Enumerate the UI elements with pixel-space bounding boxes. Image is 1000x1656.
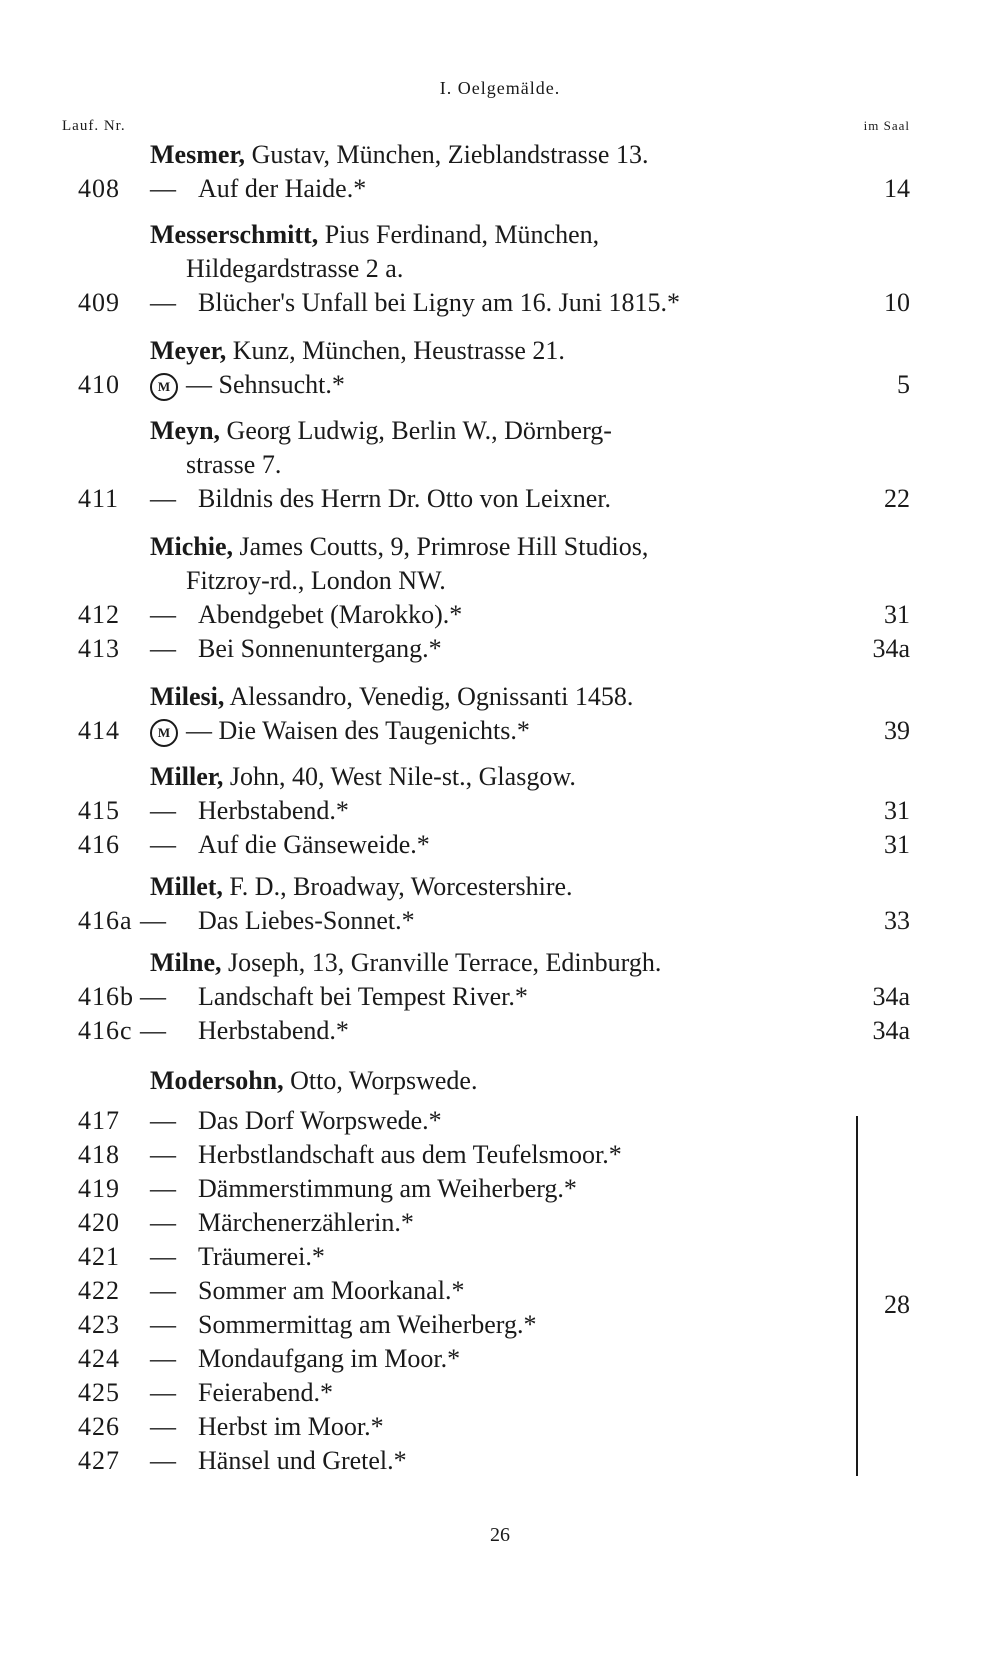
column-label-room: im Saal	[863, 118, 910, 133]
membership-badge-icon: M	[150, 373, 178, 401]
address-continuation	[0, 448, 1000, 482]
dash: —	[150, 174, 176, 203]
room-number: 33	[884, 906, 910, 935]
catalog-row	[0, 1172, 1000, 1206]
dash: —	[140, 1016, 166, 1045]
artwork-title: Das Liebes-Sonnet.*	[198, 906, 415, 935]
room-number: 31	[884, 600, 910, 629]
membership-badge-icon: M	[150, 719, 178, 747]
dash: —	[150, 288, 176, 317]
artwork-title: Auf die Gänseweide.*	[198, 830, 430, 859]
room-number: 22	[884, 484, 910, 513]
room-number: 39	[884, 716, 910, 745]
artist-entry-millet	[0, 870, 1000, 904]
catalog-number: 408	[78, 174, 120, 203]
catalog-row	[0, 1342, 1000, 1376]
catalog-row	[0, 1308, 1000, 1342]
catalog-number: 425	[78, 1378, 120, 1407]
catalog-number: 422	[78, 1276, 120, 1305]
artist-entry-modersohn	[0, 1064, 1000, 1098]
catalog-number: 410	[78, 370, 120, 399]
artwork-title: Abendgebet (Marokko).*	[198, 600, 463, 629]
dash: —	[150, 1446, 176, 1475]
catalog-row	[0, 368, 1000, 402]
artwork-title: Hänsel und Gretel.*	[198, 1446, 407, 1475]
catalog-row	[0, 172, 1000, 206]
section-title: I. Oelgemälde.	[439, 78, 561, 98]
room-number: 5	[897, 370, 910, 399]
catalog-row	[0, 714, 1000, 748]
artwork-title: Herbstlandschaft aus dem Teufelsmoor.*	[198, 1140, 622, 1169]
catalog-row	[0, 794, 1000, 828]
artist-entry-messerschmitt	[0, 218, 1000, 252]
artist-name: Milesi,	[150, 682, 225, 711]
artist-address: F. D., Broadway, Worcestershire.	[222, 872, 573, 901]
catalog-number: 426	[78, 1412, 120, 1441]
artist-name: Mesmer,	[150, 140, 246, 169]
catalog-number: 427	[78, 1446, 120, 1475]
artist-address: Kunz, München, Heustrasse 21.	[226, 336, 565, 365]
dash: —	[150, 1276, 176, 1305]
artist-address: John, 40, West Nile-st., Glasgow.	[223, 762, 576, 791]
catalog-row	[0, 1240, 1000, 1274]
artwork-title: Herbst im Moor.*	[198, 1412, 384, 1441]
room-number: 31	[884, 830, 910, 859]
artist-name: Messerschmitt,	[150, 220, 319, 249]
catalog-row	[0, 1138, 1000, 1172]
artwork-title: Die Waisen des Taugenichts.*	[218, 716, 530, 745]
room-number: 31	[884, 796, 910, 825]
artist-entry-miller	[0, 760, 1000, 794]
dash: —	[150, 1344, 176, 1373]
address-continuation	[0, 564, 1000, 598]
artwork-title: Herbstabend.*	[198, 796, 349, 825]
catalog-number: 414	[78, 716, 120, 745]
artwork-title: Bei Sonnenuntergang.*	[198, 634, 442, 663]
artist-name: Miller,	[150, 762, 224, 791]
dash: —	[150, 1378, 176, 1407]
catalog-number: 417	[78, 1106, 120, 1135]
catalog-number: 416c	[78, 1016, 133, 1045]
artist-address: Otto, Worpswede.	[283, 1066, 478, 1095]
artwork-title: Auf der Haide.*	[198, 174, 367, 203]
dash: —	[150, 634, 176, 663]
artist-entry-meyn	[0, 414, 1000, 448]
artist-name: Milne,	[150, 948, 222, 977]
artist-name: Millet,	[150, 872, 223, 901]
dash: —	[150, 830, 176, 859]
catalog-row	[0, 1444, 1000, 1478]
catalog-row	[0, 828, 1000, 862]
catalog-number: 418	[78, 1140, 120, 1169]
catalog-number: 411	[78, 484, 120, 513]
room-number: 34a	[872, 634, 910, 663]
artwork-title: Das Dorf Worpswede.*	[198, 1106, 442, 1135]
artwork-title: Landschaft bei Tempest River.*	[198, 982, 528, 1011]
artist-address: Alessandro, Venedig, Ognissanti 1458.	[224, 682, 634, 711]
artist-name: Meyer,	[150, 336, 227, 365]
dash: —	[150, 1412, 176, 1441]
dash: —	[150, 600, 176, 629]
column-label-number: Lauf. Nr.	[62, 118, 126, 134]
artist-address: Gustav, München, Zieblandstrasse 13.	[245, 140, 649, 169]
dash: —	[150, 1174, 176, 1203]
artist-address: James Coutts, 9, Primrose Hill Studios,	[233, 532, 649, 561]
catalog-number: 409	[78, 288, 120, 317]
artwork-title: Blücher's Unfall bei Ligny am 16. Juni 1815.*	[198, 288, 681, 317]
catalog-number: 416b	[78, 982, 134, 1011]
catalog-row	[0, 1274, 1000, 1308]
artist-entry-mesmer	[0, 138, 1000, 172]
catalog-row	[0, 1206, 1000, 1240]
catalog-row	[0, 980, 1000, 1014]
room-number: 34a	[872, 1016, 910, 1045]
dash: —	[150, 484, 176, 513]
artwork-title: Mondaufgang im Moor.*	[198, 1344, 461, 1373]
catalog-row	[0, 598, 1000, 632]
dash: —	[150, 1242, 176, 1271]
catalog-number: 423	[78, 1310, 120, 1339]
catalog-row	[0, 1014, 1000, 1048]
dash: —	[140, 982, 166, 1011]
address-continuation	[0, 252, 1000, 286]
room-number: 10	[884, 288, 910, 317]
artwork-title: Träumerei.*	[198, 1242, 325, 1271]
artwork-title: Sommer am Moorkanal.*	[198, 1276, 465, 1305]
artist-name: Modersohn,	[150, 1066, 284, 1095]
artist-entry-milne	[0, 946, 1000, 980]
artwork-title: Sehnsucht.*	[218, 370, 345, 399]
dash: —	[150, 1140, 176, 1169]
dash: —	[150, 1106, 176, 1135]
artist-address: Pius Ferdinand, München,	[318, 220, 600, 249]
room-number: 34a	[872, 982, 910, 1011]
dash: —	[186, 716, 212, 745]
artwork-title: Herbstabend.*	[198, 1016, 349, 1045]
catalog-row	[0, 904, 1000, 938]
catalog-row	[0, 1376, 1000, 1410]
catalog-number: 412	[78, 600, 120, 629]
room-number: 28	[884, 1290, 910, 1319]
dash: —	[186, 370, 212, 399]
artwork-title: Märchenerzählerin.*	[198, 1208, 414, 1237]
catalog-number: 415	[78, 796, 120, 825]
artist-address: Hildegardstrasse 2 a.	[186, 254, 404, 283]
artwork-title: Feierabend.*	[198, 1378, 334, 1407]
artist-address: Joseph, 13, Granville Terrace, Edinburgh.	[221, 948, 662, 977]
artist-address: Fitzroy-rd., London NW.	[186, 566, 446, 595]
dash: —	[140, 906, 166, 935]
artist-name: Michie,	[150, 532, 234, 561]
catalog-row	[0, 1410, 1000, 1444]
artist-entry-meyer	[0, 334, 1000, 368]
room-number: 14	[884, 174, 910, 203]
catalog-number: 419	[78, 1174, 120, 1203]
catalog-row	[0, 482, 1000, 516]
artist-address: strasse 7.	[186, 450, 282, 479]
catalog-row	[0, 632, 1000, 666]
dash: —	[150, 796, 176, 825]
dash: —	[150, 1208, 176, 1237]
catalog-number: 421	[78, 1242, 120, 1271]
artwork-title: Dämmerstimmung am Weiherberg.*	[198, 1174, 577, 1203]
catalog-row	[0, 1104, 1000, 1138]
catalog-number: 413	[78, 634, 120, 663]
artwork-title: Bildnis des Herrn Dr. Otto von Leixner.	[198, 484, 612, 513]
group-bracket	[856, 1116, 858, 1476]
catalog-number: 416a	[78, 906, 133, 935]
dash: —	[150, 1310, 176, 1339]
catalog-row	[0, 286, 1000, 320]
artist-entry-milesi	[0, 680, 1000, 714]
catalog-number: 420	[78, 1208, 120, 1237]
catalog-number: 424	[78, 1344, 120, 1373]
page-number: 26	[490, 1524, 510, 1546]
artwork-title: Sommermittag am Weiherberg.*	[198, 1310, 537, 1339]
artist-entry-michie	[0, 530, 1000, 564]
artist-name: Meyn,	[150, 416, 221, 445]
catalog-number: 416	[78, 830, 120, 859]
artist-address: Georg Ludwig, Berlin W., Dörnberg-	[220, 416, 612, 445]
